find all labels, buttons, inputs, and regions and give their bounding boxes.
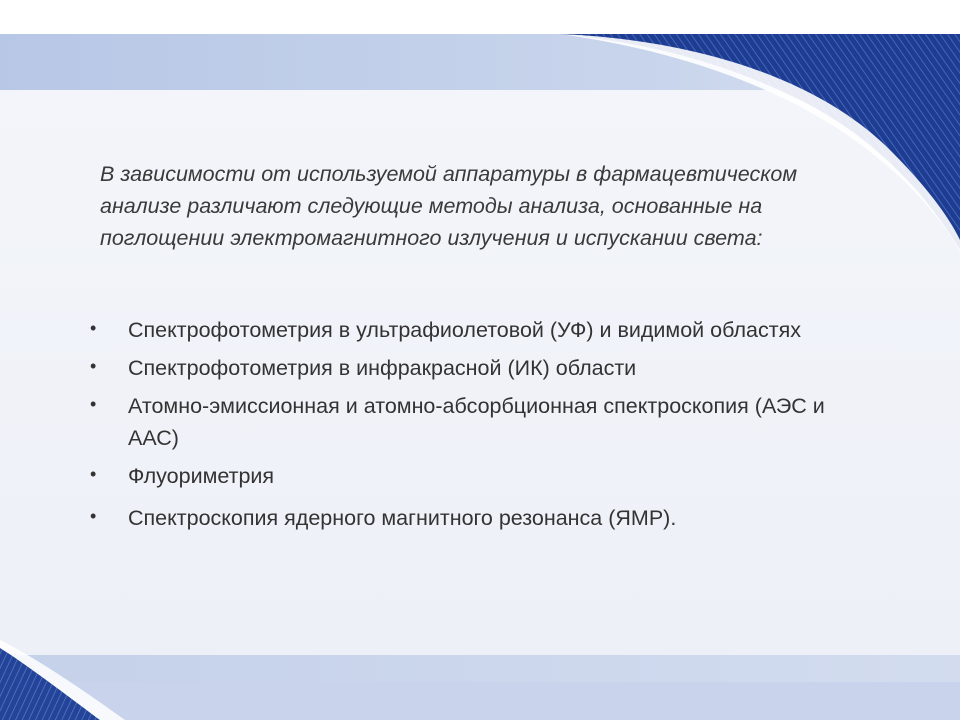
list-item [90,314,850,346]
list-item [90,502,850,534]
intro-paragraph: В зависимости от используемой аппаратуры в фармацевтическом анализе различают следующие методы анализа, основанные на поглощении электромагнитного излучения и испускании света: [100,162,798,250]
bullet-icon: • [90,506,97,526]
list-item [90,460,850,492]
method-text: Спектроскопия ядерного магнитного резонанса (ЯМР). [128,506,677,530]
list-item [90,352,850,384]
list-item [90,390,850,454]
method-text: Атомно-эмиссионная и атомно-абсорбционная спектроскопия (АЭС и ААС) [128,394,825,450]
method-text: Спектрофотометрия в ультрафиолетовой (УФ) и видимой областях [128,318,801,342]
methods-list [90,314,850,540]
method-text: Спектрофотометрия в инфракрасной (ИК) области [128,356,637,380]
bullet-icon: • [90,394,97,414]
method-text: Флуориметрия [128,464,275,488]
bullet-icon: • [90,464,97,484]
bullet-icon: • [90,318,97,338]
bullet-icon: • [90,356,97,376]
